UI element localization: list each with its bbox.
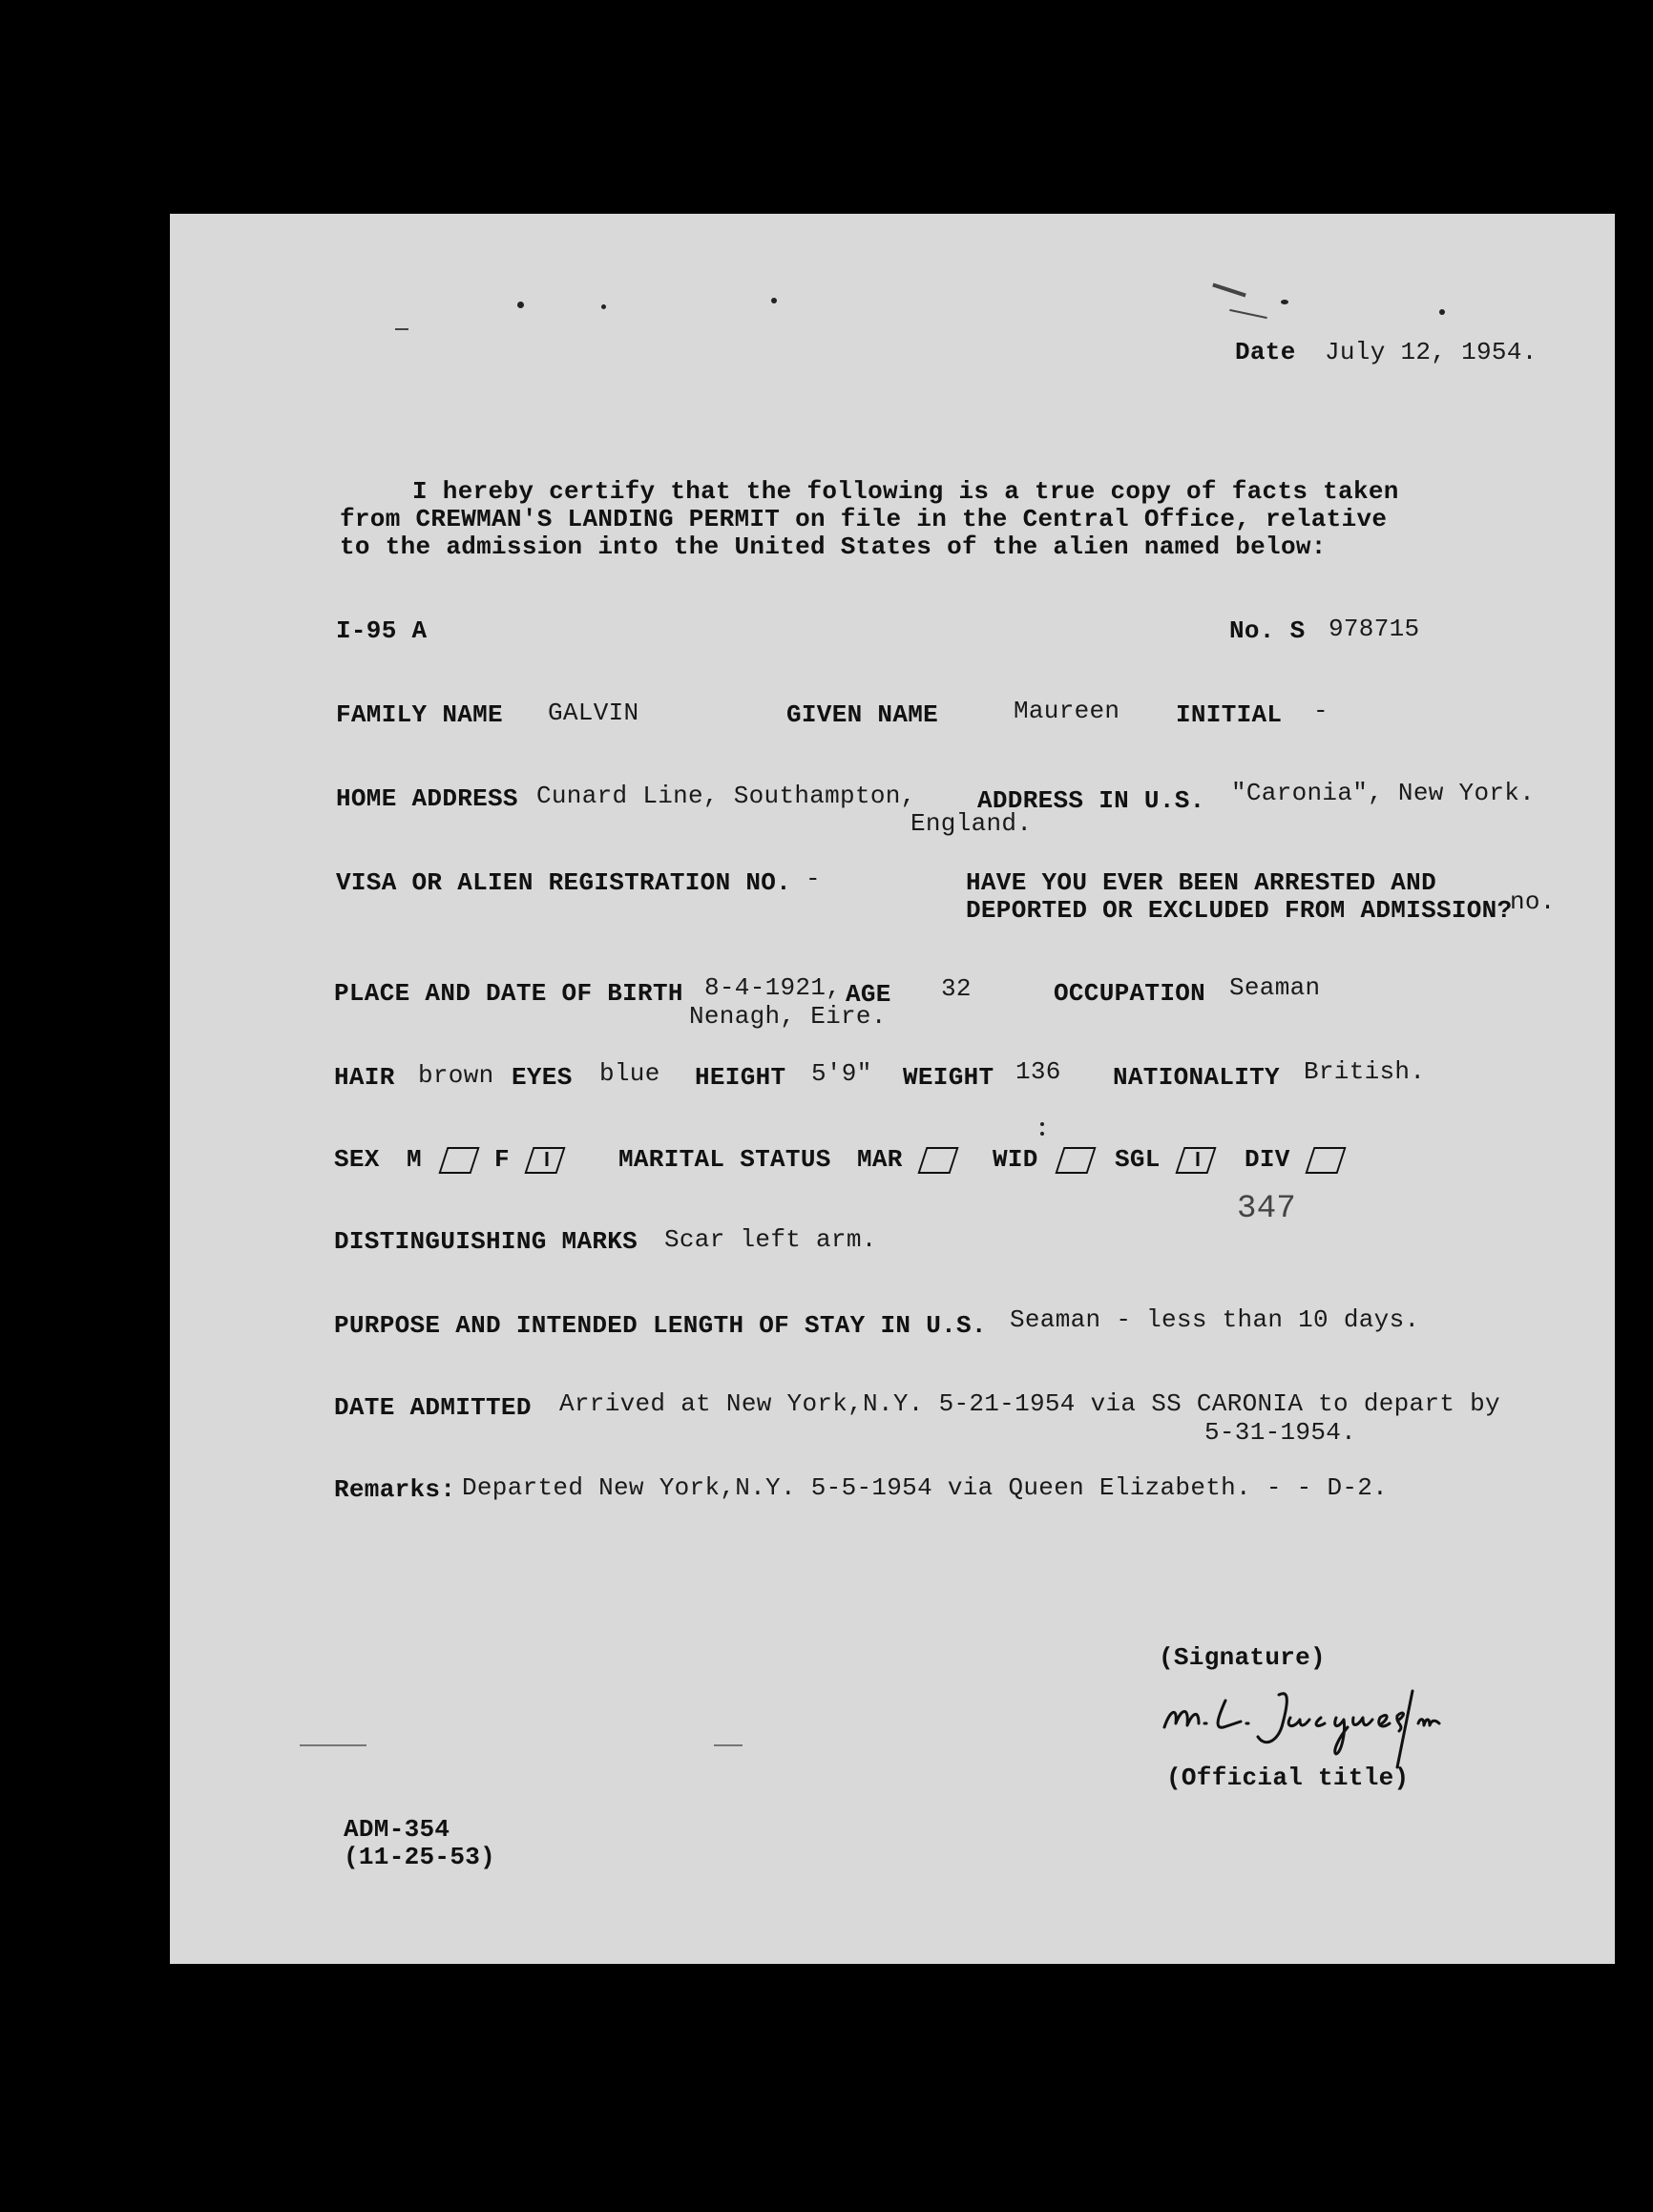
- home-address-line-1: Cunard Line, Southampton,: [536, 782, 916, 810]
- sex-f-checkbox: [524, 1147, 565, 1174]
- certify-line-2: from CREWMAN'S LANDING PERMIT on file in the Central Office, relative: [340, 505, 1388, 533]
- number-value: 978715: [1329, 615, 1420, 643]
- scan-speck: [601, 304, 606, 309]
- marital-status-label: MARITAL STATUS: [618, 1145, 831, 1174]
- number-label: No. S: [1229, 616, 1306, 645]
- weight-label: WEIGHT: [903, 1063, 994, 1092]
- certify-line-1: I hereby certify that the following is a true copy of facts taken: [412, 477, 1399, 506]
- scan-speck: [395, 328, 408, 330]
- purpose-label: PURPOSE AND INTENDED LENGTH OF STAY IN U.S.: [334, 1311, 987, 1340]
- remarks-label: Remarks:: [334, 1475, 456, 1504]
- nationality-value: British.: [1304, 1057, 1426, 1086]
- scan-speck: [517, 302, 524, 308]
- certify-line-3: to the admission into the United States of the alien named below:: [340, 532, 1327, 561]
- scan-speck: [300, 1744, 366, 1746]
- marital-mar-checkbox: [917, 1147, 958, 1174]
- date-label: Date: [1235, 338, 1296, 366]
- arrested-question-line-2: DEPORTED OR EXCLUDED FROM ADMISSION?: [966, 896, 1513, 925]
- scan-speck: [714, 1744, 743, 1746]
- purpose-value: Seaman - less than 10 days.: [1010, 1305, 1420, 1334]
- scan-speck: [1281, 300, 1288, 304]
- date-admitted-label: DATE ADMITTED: [334, 1393, 532, 1422]
- given-name-label: GIVEN NAME: [786, 700, 939, 729]
- marital-div-checkbox: [1305, 1147, 1346, 1174]
- height-value: 5'9": [811, 1059, 872, 1088]
- arrested-answer: no.: [1510, 887, 1556, 916]
- marital-div-label: DIV: [1245, 1145, 1290, 1174]
- form-id: I-95 A: [336, 616, 428, 645]
- marital-sgl-label: SGL: [1115, 1145, 1161, 1174]
- official-title-label: (Official title): [1166, 1763, 1410, 1792]
- birth-place-value: Nenagh, Eire.: [689, 1002, 887, 1031]
- eyes-value: blue: [599, 1059, 660, 1088]
- sex-m-checkbox: [438, 1147, 479, 1174]
- family-name-value: GALVIN: [548, 699, 639, 727]
- hair-value: brown: [418, 1061, 494, 1090]
- sex-m-label: M: [407, 1145, 422, 1174]
- weight-value: 136: [1015, 1057, 1061, 1086]
- height-label: HEIGHT: [695, 1063, 786, 1092]
- date-admitted-line-1: Arrived at New York,N.Y. 5-21-1954 via SS CARONIA to depart by: [559, 1389, 1500, 1418]
- family-name-label: FAMILY NAME: [336, 700, 503, 729]
- marital-wid-checkbox: [1055, 1147, 1096, 1174]
- document-page: [170, 214, 1615, 1964]
- marks-value: Scar left arm.: [664, 1225, 877, 1254]
- us-address-label: ADDRESS IN U.S.: [977, 786, 1205, 815]
- scan-speck: [771, 298, 777, 303]
- scan-speck: [1040, 1132, 1044, 1136]
- marital-mar-label: MAR: [857, 1145, 903, 1174]
- marital-wid-label: WID: [993, 1145, 1038, 1174]
- us-address-value: "Caronia", New York.: [1231, 779, 1536, 807]
- age-value: 32: [941, 974, 972, 1003]
- form-code-line-2: (11-25-53): [344, 1843, 496, 1871]
- visa-label: VISA OR ALIEN REGISTRATION NO.: [336, 868, 792, 897]
- form-code-line-1: ADM-354: [344, 1815, 450, 1844]
- arrested-question-line-1: HAVE YOU EVER BEEN ARRESTED AND: [966, 868, 1436, 897]
- scan-speck: [1439, 309, 1445, 315]
- remarks-value: Departed New York,N.Y. 5-5-1954 via Queen Elizabeth. - - D-2.: [462, 1473, 1389, 1502]
- marks-label: DISTINGUISHING MARKS: [334, 1227, 638, 1256]
- occupation-value: Seaman: [1229, 973, 1321, 1002]
- visa-value: -: [806, 865, 821, 893]
- stamp-number: 347: [1237, 1191, 1297, 1227]
- sex-f-label: F: [494, 1145, 510, 1174]
- eyes-label: EYES: [512, 1063, 573, 1092]
- signature-label: (Signature): [1159, 1643, 1326, 1672]
- handwritten-signature: [1161, 1685, 1447, 1771]
- scan-speck: [1229, 309, 1267, 319]
- occupation-label: OCCUPATION: [1054, 979, 1206, 1008]
- scan-speck: [1040, 1122, 1044, 1126]
- nationality-label: NATIONALITY: [1113, 1063, 1280, 1092]
- date-value: July 12, 1954.: [1325, 338, 1538, 366]
- home-address-line-2: England.: [910, 809, 1033, 838]
- sex-label: SEX: [334, 1145, 380, 1174]
- birth-label: PLACE AND DATE OF BIRTH: [334, 979, 683, 1008]
- given-name-value: Maureen: [1014, 697, 1120, 725]
- home-address-label: HOME ADDRESS: [336, 784, 518, 813]
- age-label: AGE: [846, 980, 891, 1009]
- initial-label: INITIAL: [1176, 700, 1283, 729]
- date-admitted-line-2: 5-31-1954.: [1204, 1418, 1357, 1447]
- initial-value: -: [1313, 697, 1329, 725]
- birth-date-value: 8-4-1921,: [704, 973, 842, 1002]
- scan-speck: [1212, 283, 1245, 298]
- hair-label: HAIR: [334, 1063, 395, 1092]
- marital-sgl-checkbox: [1175, 1147, 1216, 1174]
